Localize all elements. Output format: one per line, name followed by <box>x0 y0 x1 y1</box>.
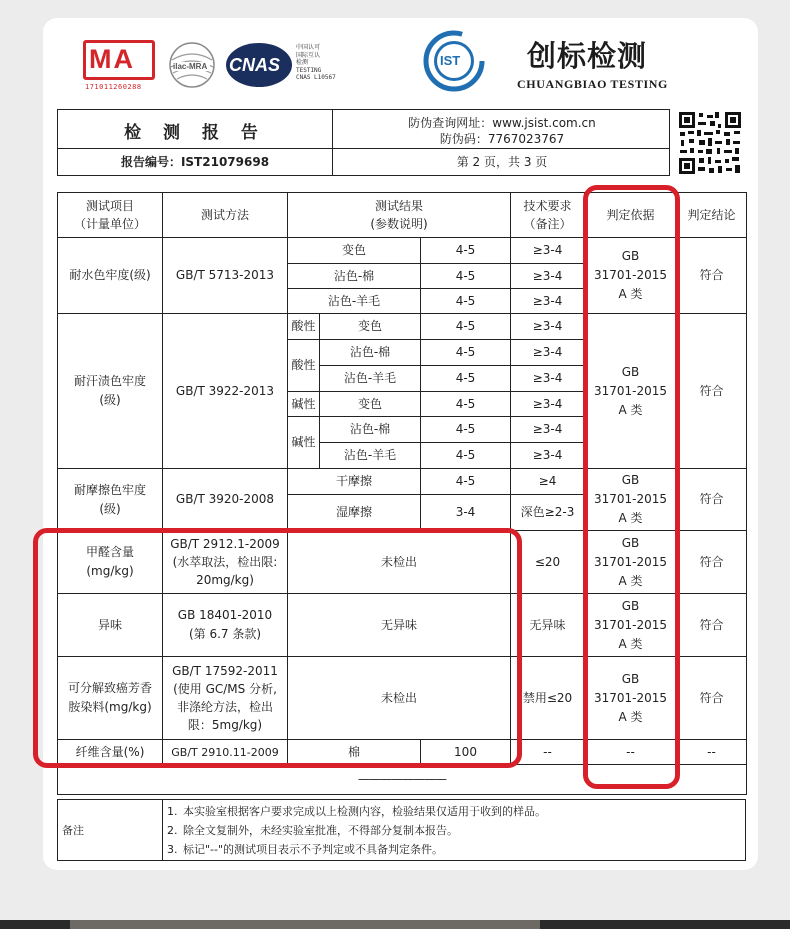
sweat-value-4: 4-5 <box>421 417 511 443</box>
sweat-req-5: ≥3-4 <box>511 443 585 469</box>
sweat-acid-label-b: 酸性 <box>288 340 320 392</box>
water-method: GB/T 5713-2013 <box>163 238 288 314</box>
fiber-method: GB/T 2910.11-2009 <box>163 740 288 765</box>
notes-box <box>57 799 746 861</box>
header-requirement: 技术要求 （备注） <box>511 193 585 238</box>
sweat-value-1: 4-5 <box>421 340 511 366</box>
formaldehyde-req: ≤20 <box>511 531 585 594</box>
formaldehyde-item: 甲醛含量 (mg/kg) <box>58 531 163 594</box>
odor-req: 无异味 <box>511 594 585 657</box>
odor-basis: GB 31701-2015 A 类 <box>585 594 677 657</box>
fiber-basis: -- <box>585 740 677 765</box>
sweat-basis: GB 31701-2015 A 类 <box>585 314 677 469</box>
sweat-req-1: ≥3-4 <box>511 340 585 366</box>
sweat-label-5: 沾色-羊毛 <box>320 443 421 469</box>
water-req-1: ≥3-4 <box>511 264 585 289</box>
ma-number: 171011260288 <box>85 83 142 91</box>
rub-item: 耐摩擦色牢度 (级) <box>58 469 163 531</box>
sweat-value-3: 4-5 <box>421 392 511 417</box>
rub-basis: GB 31701-2015 A 类 <box>585 469 677 531</box>
azo-basis: GB 31701-2015 A 类 <box>585 657 677 740</box>
water-req-2: ≥3-4 <box>511 289 585 314</box>
sweat-label-0: 变色 <box>320 314 421 340</box>
water-conclusion: 符合 <box>677 238 747 314</box>
sweat-value-2: 4-5 <box>421 366 511 392</box>
sweat-label-4: 沾色-棉 <box>320 417 421 443</box>
formaldehyde-basis: GB 31701-2015 A 类 <box>585 531 677 594</box>
sweat-req-2: ≥3-4 <box>511 366 585 392</box>
report-info-box <box>57 109 670 176</box>
sweat-req-0: ≥3-4 <box>511 314 585 340</box>
sweat-label-1: 沾色-棉 <box>320 340 421 366</box>
water-basis: GB 31701-2015 A 类 <box>585 238 677 314</box>
rub-label-1: 湿摩擦 <box>288 495 421 531</box>
azo-item: 可分解致癌芳香 胺染料(mg/kg) <box>58 657 163 740</box>
header-method: 测试方法 <box>163 193 288 238</box>
sweat-req-4: ≥3-4 <box>511 417 585 443</box>
sweat-acid-label-a: 酸性 <box>288 314 320 340</box>
rub-value-1: 3-4 <box>421 495 511 531</box>
formaldehyde-result: 未检出 <box>288 531 511 594</box>
cma-logo <box>83 40 159 92</box>
table-end-line: ———————— <box>58 765 747 795</box>
sweat-alkali-label-b: 碱性 <box>288 417 320 469</box>
sweat-label-3: 变色 <box>320 392 421 417</box>
header-item: 测试项目 （计量单位） <box>58 193 163 238</box>
sweat-value-0: 4-5 <box>421 314 511 340</box>
water-item: 耐水色牢度(级) <box>58 238 163 314</box>
water-label-1: 沾色-棉 <box>288 264 421 289</box>
cnas-accreditation-text: 中国认可 国际互认 检测 TESTING CNAS L10567 <box>296 44 336 82</box>
brand-name-cn: 创标检测 <box>527 39 648 73</box>
ilac-mra-logo <box>167 40 217 90</box>
water-label-2: 沾色-羊毛 <box>288 289 421 314</box>
report-title: 检 测 报 告 <box>124 123 266 143</box>
note-item: 2. 除全文复制外，未经实验室批准，不得部分复制本报告。 <box>167 824 458 837</box>
water-value-1: 4-5 <box>421 264 511 289</box>
rub-req-1: 深色≥2-3 <box>511 495 585 531</box>
odor-result: 无异味 <box>288 594 511 657</box>
qr-code <box>677 110 743 176</box>
water-value-2: 4-5 <box>421 289 511 314</box>
fiber-req: -- <box>511 740 585 765</box>
sweat-alkali-label-a: 碱性 <box>288 392 320 417</box>
verify-url: 防伪查询网址：www.jsist.com.cn <box>408 116 596 130</box>
sweat-value-5: 4-5 <box>421 443 511 469</box>
test-results-table <box>57 192 747 795</box>
sweat-label-2: 沾色-羊毛 <box>320 366 421 392</box>
azo-method: GB/T 17592-2011 (使用 GC/MS 分析, 非涤纶方法，检出 限：5mg/kg) <box>163 657 288 740</box>
formaldehyde-conclusion: 符合 <box>677 531 747 594</box>
brand-name-en: CHUANGBIAO TESTING <box>517 77 668 91</box>
sweat-conclusion: 符合 <box>677 314 747 469</box>
rub-label-0: 干摩擦 <box>288 469 421 495</box>
fiber-value: 100 <box>421 740 511 765</box>
azo-req: 禁用≤20 <box>511 657 585 740</box>
water-req-0: ≥3-4 <box>511 238 585 264</box>
bottom-strip <box>0 920 790 929</box>
sweat-item: 耐汗渍色牢度 (级) <box>58 314 163 469</box>
ma-logo-text: MA <box>89 44 135 74</box>
verify-code: 防伪码：7767023767 <box>439 132 565 146</box>
odor-item: 异味 <box>58 594 163 657</box>
note-item: 3. 标记"--"的测试项目表示不予判定或不具备判定条件。 <box>167 843 444 856</box>
odor-conclusion: 符合 <box>677 594 747 657</box>
water-label-0: 变色 <box>288 238 421 264</box>
formaldehyde-method: GB/T 2912.1-2009 (水萃取法，检出限: 20mg/kg) <box>163 531 288 594</box>
page-info: 第 2 页，共 3 页 <box>456 155 548 169</box>
sweat-req-3: ≥3-4 <box>511 392 585 417</box>
sweat-method: GB/T 3922-2013 <box>163 314 288 469</box>
ilac-text: ilac-MRA <box>173 62 208 71</box>
azo-conclusion: 符合 <box>677 657 747 740</box>
header-basis: 判定依据 <box>585 193 677 238</box>
rub-req-0: ≥4 <box>511 469 585 495</box>
odor-method: GB 18401-2010 (第 6.7 条款) <box>163 594 288 657</box>
rub-method: GB/T 3920-2008 <box>163 469 288 531</box>
water-value-0: 4-5 <box>421 238 511 264</box>
notes-label: 备注 <box>62 824 84 837</box>
ist-logo-text: IST <box>440 53 461 68</box>
header-conclusion: 判定结论 <box>677 193 747 238</box>
fiber-conclusion: -- <box>677 740 747 765</box>
fiber-item: 纤维含量(%) <box>58 740 163 765</box>
azo-result: 未检出 <box>288 657 511 740</box>
fiber-label: 棉 <box>288 740 421 765</box>
ist-logo <box>423 30 485 92</box>
report-number: 报告编号：IST21079698 <box>120 155 270 169</box>
header-result: 测试结果 (参数说明) <box>288 193 511 238</box>
rub-conclusion: 符合 <box>677 469 747 531</box>
rub-value-0: 4-5 <box>421 469 511 495</box>
cnas-logo <box>225 42 293 88</box>
cnas-logo-text: CNAS <box>229 55 281 75</box>
note-item: 1. 本实验室根据客户要求完成以上检测内容，检验结果仅适用于收到的样品。 <box>167 805 546 818</box>
